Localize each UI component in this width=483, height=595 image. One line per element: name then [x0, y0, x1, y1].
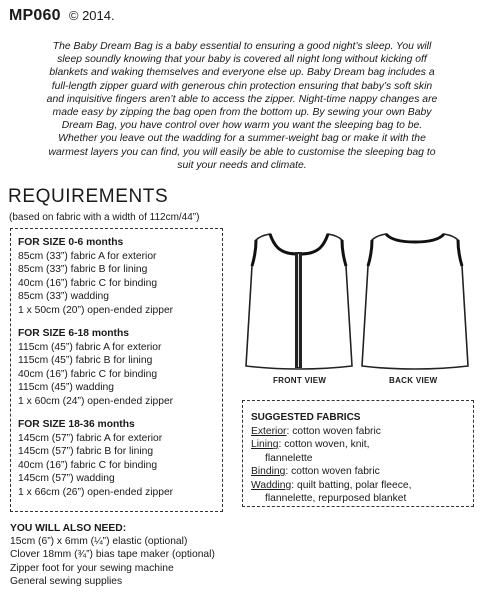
- front-view-label: FRONT VIEW: [273, 376, 327, 385]
- intro-line: blankets and waking themselves and everyone else up. Baby Dream bag includes a: [49, 67, 435, 79]
- fabric-text: : cotton woven, knit,: [278, 439, 370, 451]
- fabric-exterior: [251, 425, 473, 438]
- intro-line: The Baby Dream Bag is a baby essential to ensuring a good night’s sleep. You will: [52, 41, 432, 52]
- header: [9, 7, 115, 25]
- fabric-label: Binding: [251, 466, 286, 478]
- requirement-item: 1 x 66cm (26”) open-ended zipper: [18, 486, 174, 498]
- fabric-label: Wadding: [251, 479, 292, 491]
- requirement-item: 40cm (16”) fabric C for binding: [18, 368, 158, 380]
- intro-line: and inquisitive fingers aren’t able to access the zipper. Night-time nappy changes are: [46, 93, 438, 105]
- intro-line: Dream Bag, you have control over how warm you want the sleeping bag to be.: [61, 120, 423, 132]
- requirement-item: 115cm (45”) fabric A for exterior: [18, 342, 162, 354]
- fabric-binding: [251, 465, 473, 478]
- requirement-item: 115cm (45”) wadding: [18, 382, 114, 394]
- size-block-0-6: [18, 237, 222, 317]
- fabric-label: Exterior: [251, 426, 287, 437]
- requirement-item: 85cm (33”) fabric B for lining: [18, 264, 148, 276]
- also-need-item: General sewing supplies: [10, 575, 123, 587]
- copyright: © 2014.: [68, 8, 115, 23]
- intro-line: made easy by zipping the bag open from the bottom up. By sewing your own Baby: [52, 107, 432, 119]
- requirement-item: 40cm (16”) fabric C for binding: [18, 459, 158, 471]
- requirements-subtitle: (based on fabric with a width of 112cm/44”): [9, 212, 200, 223]
- requirement-item: 1 x 50cm (20”) open-ended zipper: [18, 304, 174, 316]
- requirement-item: 145cm (57”) fabric A for exterior: [18, 433, 163, 445]
- back-neck-binding: [386, 234, 444, 242]
- requirement-item: 85cm (33”) fabric A for exterior: [18, 251, 157, 262]
- back-view-illustration: [360, 232, 470, 372]
- also-need-item: Clover 18mm (¾”) bias tape maker (optional): [10, 549, 215, 561]
- fabric-text: : cotton woven fabric: [286, 426, 381, 437]
- fabric-text: : quilt batting, polar fleece,: [291, 479, 412, 491]
- fabric-text: : cotton woven fabric: [285, 466, 380, 478]
- requirement-item: 145cm (57”) wadding: [18, 473, 115, 485]
- requirement-item: 85cm (33”) wadding: [18, 291, 109, 303]
- intro-line: Whether you leave out the wadding for a summer-weight bag or make it with the: [58, 133, 426, 145]
- fabric-label: Lining: [251, 439, 279, 451]
- also-need-item: 15cm (6”) x 6mm (¼”) elastic (optional): [10, 536, 188, 548]
- requirement-item: 40cm (16”) fabric C for binding: [18, 277, 158, 289]
- intro-line: suit your needs and climate.: [177, 159, 307, 171]
- size-block-18-36: [18, 419, 222, 499]
- suggested-fabrics-box: [242, 400, 474, 507]
- size-title: FOR SIZE 18-36 months: [18, 419, 135, 431]
- pattern-code: MP060: [9, 7, 61, 24]
- requirement-item: 1 x 60cm (24”) open-ended zipper: [18, 395, 174, 407]
- fabric-wadding-cont: flannelette, repurposed blanket: [265, 493, 407, 505]
- size-title: FOR SIZE 6-18 months: [18, 328, 129, 340]
- also-need-item: Zipper foot for your sewing machine: [10, 562, 174, 574]
- intro-line: sleep soundly knowing that your baby is covered all night long without kicking off: [57, 54, 427, 66]
- fabric-lining-cont: flannelette: [265, 452, 313, 464]
- requirements-title: REQUIREMENTS: [8, 186, 169, 207]
- size-title: FOR SIZE 0-6 months: [18, 237, 124, 248]
- intro-line: warmest layers you can find, you will easily be able to customise the sleeping bag to: [48, 146, 436, 158]
- intro-paragraph: [12, 40, 472, 172]
- fabric-wadding: [251, 479, 473, 492]
- fabric-lining: [251, 438, 473, 451]
- size-block-6-18: [18, 328, 222, 408]
- requirement-item: 115cm (45”) fabric B for lining: [18, 355, 153, 367]
- also-need-title: YOU WILL ALSO NEED:: [10, 523, 127, 534]
- back-view-label: BACK VIEW: [389, 376, 438, 385]
- also-need-section: [10, 522, 215, 588]
- requirements-box: [10, 228, 223, 512]
- suggested-fabrics-title: SUGGESTED FABRICS: [251, 412, 361, 423]
- front-view-illustration: [244, 232, 354, 372]
- requirement-item: 145cm (57”) fabric B for lining: [18, 446, 154, 458]
- intro-line: full-length zipper guard with generous chin protection ensuring that baby’s soft skin: [51, 80, 433, 92]
- back-bag-outline: [362, 234, 468, 369]
